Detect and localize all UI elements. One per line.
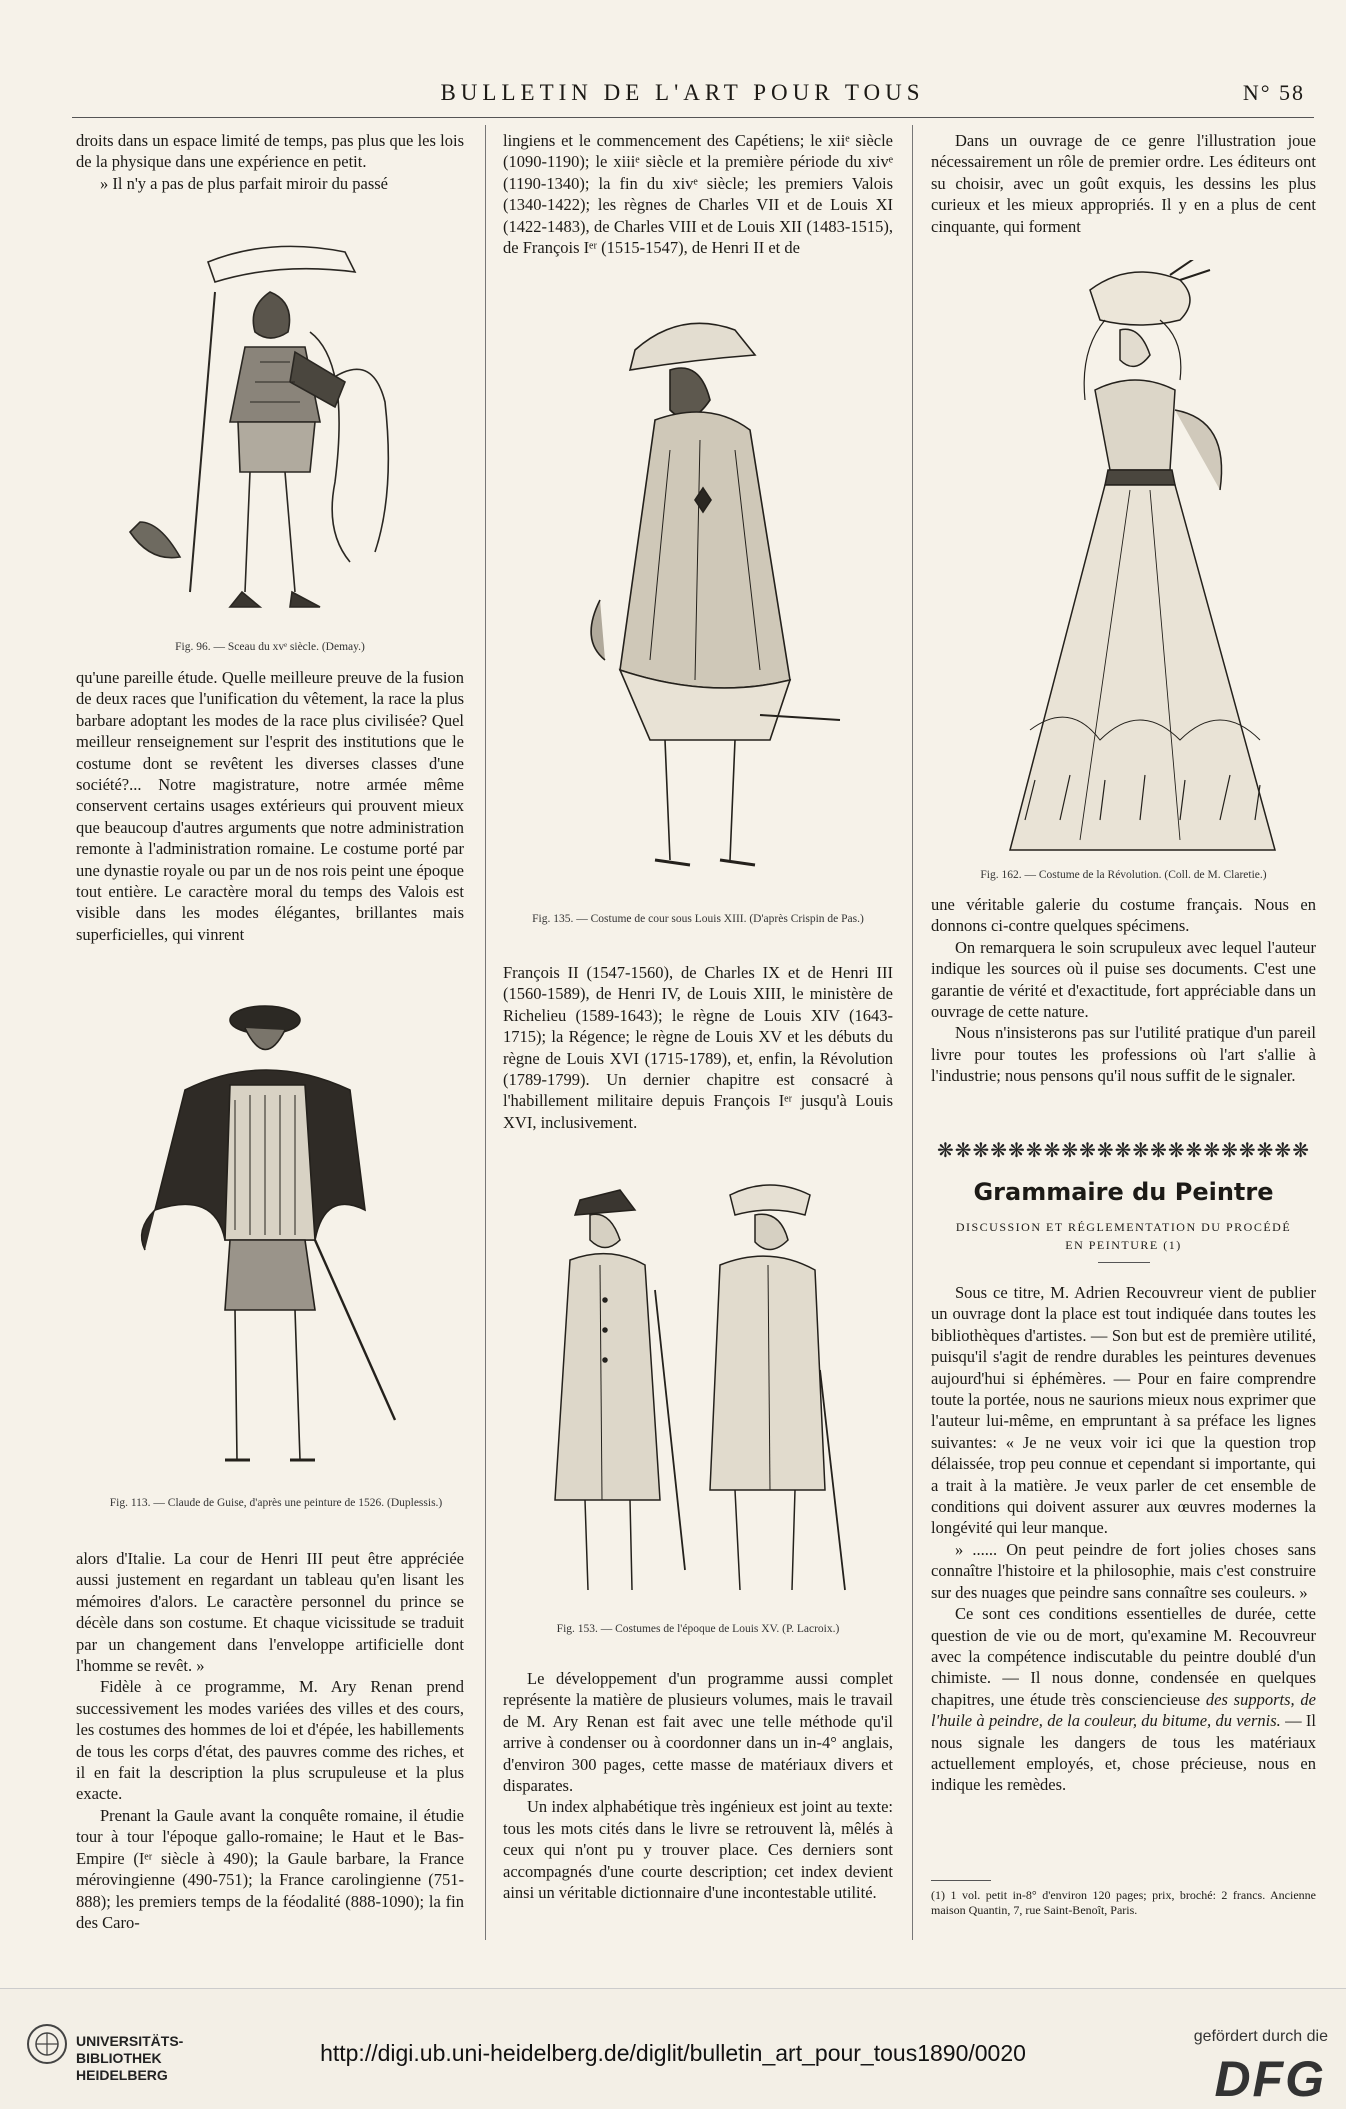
paragraph: Sous ce titre, M. Adrien Recouvreur vient de publier un ouvrage dont la place est tout indiquée dans toutes les bibliothèques d'artistes. — Son but est de première utilité, puisqu'il s'agit de rendre durables les peintures devenues aujourd'hui si éphémères. — Pour en faire comprendre toute la portée, nous ne saurions mieux nous exprimer que l'auteur lui-même, en empruntant à sa préface les lignes suivantes: « Je ne veux voir ici que la question trop délaissée, trop peu connue et cependant si importante, qui a trait à la matière. Je veux parler de cet ensemble de conditions qui doivent assurer aux œuvres modernes la longévité qui leur manque. (931, 1283, 1316, 1538)
figure-153-caption: Fig. 153. — Costumes de l'époque de Louis XV. (P. Lacroix.) (556, 1623, 840, 1635)
permalink-url[interactable]: http://digi.ub.uni-heidelberg.de/diglit/bulletin_art_pour_tous1890/0020 (320, 2040, 1026, 2066)
figure-113-caption: Fig. 113. — Claude de Guise, d'après une peinture de 1526. (Duplessis.) (109, 1497, 443, 1509)
figure-135-caption: Fig. 135. — Costume de cour sous Louis XIII. (D'après Crispin de Pas.) (532, 913, 864, 925)
courtier-engraving (560, 300, 860, 900)
section-title: Grammaire du Peintre (973, 1178, 1274, 1206)
paragraph: Dans un ouvrage de ce genre l'illustration joue nécessairement un rôle de premier ordre. Les éditeurs ont su choisir, avec un goût exquis, les dessins les plus curieux et les mieux appropriés. Il y en a plus de cent cinquante, qui forment (931, 131, 1316, 236)
section-subtitle (931, 1218, 1316, 1254)
page-header (60, 80, 1305, 110)
column-3-top (931, 130, 1316, 237)
section-rule (1098, 1262, 1150, 1263)
dfg-logo: DFG (1214, 2051, 1326, 2107)
figure-153-louis-xv-costumes (530, 1170, 870, 1620)
column-2-top (503, 130, 893, 258)
paragraph: » ...... On peut peindre de fort jolies choses sans connaître l'histoire et la philosophie, mais c'est construire sur des nuages que peindre sans connaître ses couleurs. » (931, 1539, 1316, 1602)
subtitle-line-1: DISCUSSION ET RÉGLEMENTATION DU PROCÉDÉ (955, 1220, 1292, 1234)
footnote: (1) 1 vol. petit in-8° d'environ 120 pages; prix, broché: 2 francs. Ancienne maison Quantin, 7, rue Saint-Benoît, Paris. (931, 1888, 1316, 1917)
text-run: Ce sont ces conditions essentielles de durée, cette question de vie ou de mort, qu'examine M. Recouvreur avec la compétence indiscutable du peintre doublé d'un chimiste. — Il nous donne, condensée en quelques chapitres, une étude très consciencieuse (931, 1604, 1316, 1709)
paragraph: Nous n'insisterons pas sur l'utilité pratique d'un pareil livre pour toutes les professions où l'art s'allie à l'industrie; nous pensons qu'il nous suffit de le signaler. (931, 1023, 1316, 1086)
column-1-top (76, 130, 464, 194)
column-divider-1 (485, 125, 486, 1940)
figure-96-seal (120, 232, 420, 627)
library-line: BIBLIOTHEK (76, 2050, 162, 2066)
paragraph (931, 1603, 1316, 1796)
knight-engraving (120, 232, 420, 627)
nobleman-engraving (125, 990, 445, 1485)
issue-number: N° 58 (1242, 80, 1305, 105)
figure-113-claude-de-guise (125, 990, 445, 1485)
paragraph: alors d'Italie. La cour de Henri III peut être appréciée aussi justement en regardant un tableau qu'en lisant les mémoires d'alors. Le caractère personnel du prince se décèle dans son costume. Et chaque vicissitude se traduit par un changement dans l'enveloppe artificielle dont l'homme se revêt. » (76, 1549, 464, 1676)
paragraph: une véritable galerie du costume français. Nous en donnons ci-contre quelques spécimens. (931, 895, 1316, 936)
funding-note: gefördert durch die (1193, 2028, 1328, 2045)
lady-engraving (990, 260, 1290, 865)
paragraph: Un index alphabétique très ingénieux est joint au texte: tous les mots cités dans le livre se retrouvent là, mêlés à ceux qui n'ont pu y trouver place. Ces derniers sont accompagnés d'une courte description; cet index devient ainsi un véritable dictionnaire d'une incontestable utilité. (503, 1797, 893, 1903)
paragraph: droits dans un espace limité de temps, pas plus que les lois de la physique dans une expérience en petit. (76, 131, 464, 172)
figure-162-caption: Fig. 162. — Costume de la Révolution. (Coll. de M. Claretie.) (980, 869, 1267, 881)
figure-96-caption: Fig. 96. — Sceau du xvᵉ siècle. (Demay.) (175, 641, 365, 653)
column-3-bottom (931, 1282, 1316, 1796)
footnote-rule (931, 1880, 991, 1881)
two-gentlemen-engraving (530, 1170, 870, 1620)
paragraph: lingiens et le commencement des Capétiens; le xiiᵉ siècle (1090-1190); le xiiiᵉ siècle et la première période du xivᵉ (1190-1340); la fin du xivᵉ siècle; les premiers Valois (1340-1422); les règnes de Charles VII et de Louis XI (1422-1483), de Charles VIII et de Louis XII (1483-1515), de François Iᵉʳ (1515-1547), de Henri II et de (503, 131, 893, 258)
library-line: UNIVERSITÄTS- (76, 2033, 184, 2049)
column-divider-2 (912, 125, 913, 1940)
paragraph: Fidèle à ce programme, M. Ary Renan prend successivement les modes variées des villes et des cours, les costumes des hommes de loi et d'épée, les habillements de tous les corps d'état, des pauvres comme des riches, et il en fait la description la plus scrupuleuse et la plus exacte. (76, 1677, 464, 1804)
italic-run: des supports, de l'huile à peindre, de la couleur, du bitume, du vernis. (931, 1689, 1317, 1731)
paragraph: François II (1547-1560), de Charles IX et de Henri III (1560-1589), de Henri IV, de Louis XIII, le ministère de Richelieu (1589-1643); le règne de Louis XIV (1643-1715); la Régence; le règne de Louis XV et les débuts du règne de Louis XVI (1715-1789), et, enfin, la Révolution (1789-1799). Un dernier chapitre est consacré à l'habillement militaire depuis François Iᵉʳ jusqu'à Louis XVI, inclusivement. (503, 963, 893, 1132)
paragraph: Prenant la Gaule avant la conquête romaine, il étudie tour à tour l'époque gallo-romaine; le Haut et le Bas-Empire (Iᵉʳ siècle à 490); la Gaule barbare, la France mérovingienne (490-751); la France carolingienne (751-888); les premiers temps de la féodalité (888-1090); la fin des Caro- (76, 1805, 464, 1932)
paragraph: On remarquera le soin scrupuleux avec lequel l'auteur indique les sources où il puise ses documents. C'est une garantie de vérité et d'exactitude, fort appréciable dans un ouvrage de cette nature. (931, 937, 1316, 1022)
ornament-divider: ❋❋❋❋❋❋❋❋❋❋❋❋❋❋❋❋❋❋❋❋❋ (937, 1140, 1310, 1162)
paragraph: qu'une pareille étude. Quelle meilleure preuve de la fusion de deux races que l'unification du vêtement, la race la plus barbare adoptant les modes de la race plus civilisée? Quel meilleur renseignement sur l'esprit des institutions que le costume dont se revêtent les diverses classes d'une société?... Notre magistrature, notre armée même conservent certains usages extérieurs qui prouvent mieux que beaucoup d'autres arguments que notre administration remonte à l'administration romaine. Le costume porté par une dynastie royale ou par un de nos rois peint une époque tout entière. Le caractère moral du temps des Valois est visible dans les modes élégantes, brillantes mais superficielles, qui vinrent (76, 668, 464, 944)
column-1-middle (76, 667, 464, 945)
column-3-middle (931, 894, 1316, 1087)
paragraph: Le développement d'un programme aussi complet représente la matière de plusieurs volumes, mais le travail de M. Ary Renan est fait avec une telle méthode qu'il arrive à condenser ou à coordonner dans un in-4° anglais, d'environ 300 pages, cette masse de matériaux divers et disparates. (503, 1669, 893, 1796)
figure-162-revolution-costume (990, 260, 1290, 865)
column-2-bottom (503, 1668, 893, 1903)
text-run: — Il nous signale les dangers de tous les matériaux actuellement employés, et, chose précieuse, nous en indique les remèdes. (931, 1711, 1316, 1795)
header-rule (72, 117, 1314, 118)
library-line: HEIDELBERG (76, 2067, 168, 2083)
figure-135-court-costume (560, 300, 860, 900)
column-2-middle (503, 962, 893, 1133)
paragraph: » Il n'y a pas de plus parfait miroir du passé (100, 173, 388, 193)
column-1-bottom (76, 1548, 464, 1933)
subtitle-line-2: EN PEINTURE (1) (1065, 1238, 1182, 1252)
journal-title: BULLETIN DE L'ART POUR TOUS (440, 80, 925, 105)
